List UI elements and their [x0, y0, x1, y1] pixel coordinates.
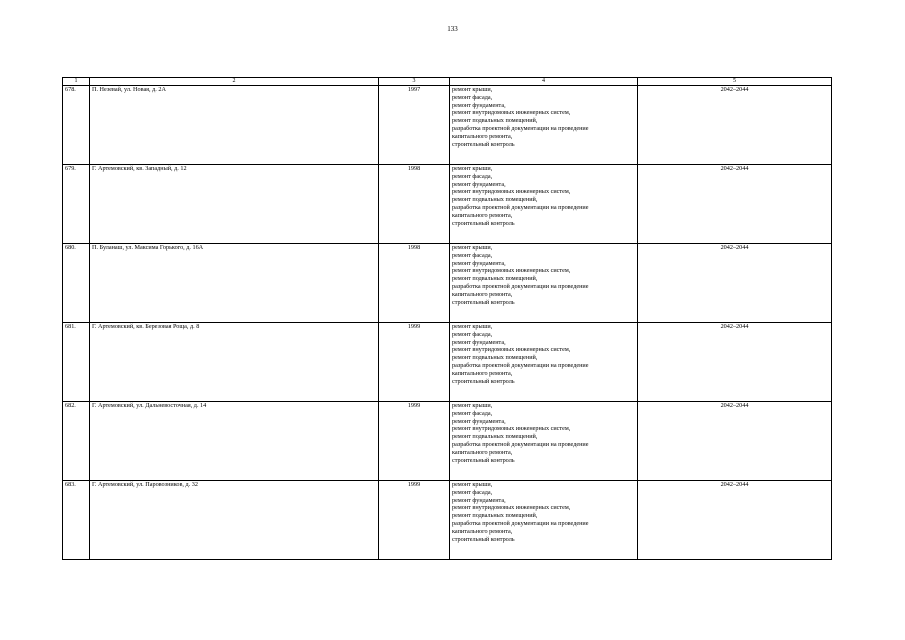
work-item: ремонт подвальных помещений,	[452, 196, 538, 204]
row-number-cell: 683.	[63, 481, 90, 560]
work-item: ремонт подвальных помещений,	[452, 512, 538, 520]
work-item: капитального ремонта,	[452, 211, 513, 219]
year-cell: 1999	[379, 481, 450, 560]
work-item: ремонт крыши,	[452, 86, 493, 93]
work-item: строительный контроль	[452, 535, 515, 543]
work-item: строительный контроль	[452, 140, 515, 148]
work-item: ремонт крыши,	[452, 244, 493, 251]
work-item: ремонт фасада,	[452, 172, 493, 180]
column-header: 1	[63, 78, 90, 86]
work-item: разработка проектной документации на проведение	[452, 124, 589, 132]
work-item: капитального ремонта,	[452, 527, 513, 535]
work-item: ремонт фасада,	[452, 93, 493, 101]
work-item: разработка проектной документации на проведение	[452, 361, 589, 369]
work-item: ремонт внутридомовых инженерных систем,	[452, 504, 571, 512]
work-item: ремонт подвальных помещений,	[452, 117, 538, 125]
work-item: строительный контроль	[452, 377, 515, 385]
work-item: ремонт внутридомовых инженерных систем,	[452, 425, 571, 433]
work-item: ремонт фасада,	[452, 251, 493, 259]
work-item: ремонт фасада,	[452, 330, 493, 338]
work-item: разработка проектной документации на проведение	[452, 519, 589, 527]
work-item: ремонт фундамента,	[452, 101, 506, 109]
work-item: капитального ремонта,	[452, 290, 513, 298]
work-item: ремонт крыши,	[452, 323, 493, 330]
address-cell: Г. Артемовский, ул. Паровозников, д. 32	[90, 481, 379, 560]
work-item: ремонт фундамента,	[452, 496, 506, 504]
table-row	[63, 165, 832, 244]
work-item: разработка проектной документации на проведение	[452, 282, 589, 290]
table-row	[63, 86, 832, 165]
work-item: ремонт фундамента,	[452, 180, 506, 188]
works-cell	[450, 402, 638, 481]
address-cell: Г. Артемовский, ул. Дальневосточная, д. 14	[90, 402, 379, 481]
work-item: ремонт фундамента,	[452, 338, 506, 346]
table-row	[63, 402, 832, 481]
work-item: капитального ремонта,	[452, 369, 513, 377]
column-header: 5	[638, 78, 832, 86]
works-cell	[450, 323, 638, 402]
work-item: ремонт крыши,	[452, 402, 493, 409]
work-item: разработка проектной документации на проведение	[452, 440, 589, 448]
work-item: капитального ремонта,	[452, 132, 513, 140]
work-item: ремонт крыши,	[452, 481, 493, 488]
row-number-cell: 680.	[63, 244, 90, 323]
works-cell	[450, 244, 638, 323]
table-row	[63, 244, 832, 323]
work-item: строительный контроль	[452, 456, 515, 464]
work-item: капитального ремонта,	[452, 448, 513, 456]
row-number-cell: 681.	[63, 323, 90, 402]
work-item: строительный контроль	[452, 298, 515, 306]
table-row	[63, 481, 832, 560]
column-header: 3	[379, 78, 450, 86]
work-item: разработка проектной документации на проведение	[452, 203, 589, 211]
work-item: ремонт подвальных помещений,	[452, 275, 538, 283]
works-cell	[450, 165, 638, 244]
period-cell: 2042–2044	[638, 402, 832, 481]
work-item: ремонт подвальных помещений,	[452, 433, 538, 441]
work-item: ремонт фундамента,	[452, 259, 506, 267]
table-row	[63, 323, 832, 402]
work-item: строительный контроль	[452, 219, 515, 227]
page-number: 133	[447, 25, 458, 33]
column-header: 2	[90, 78, 379, 86]
works-cell	[450, 86, 638, 165]
work-item: ремонт фасада,	[452, 488, 493, 496]
year-cell: 1998	[379, 244, 450, 323]
row-number-cell: 678.	[63, 86, 90, 165]
year-cell: 1998	[379, 165, 450, 244]
period-cell: 2042–2044	[638, 481, 832, 560]
repair-schedule-table	[62, 77, 832, 560]
table-header-row	[63, 78, 832, 86]
period-cell: 2042–2044	[638, 323, 832, 402]
work-item: ремонт внутридомовых инженерных систем,	[452, 346, 571, 354]
work-item: ремонт крыши,	[452, 165, 493, 172]
year-cell: 1999	[379, 402, 450, 481]
work-item: ремонт внутридомовых инженерных систем,	[452, 109, 571, 117]
address-cell: Г. Артемовский, кв. Березовая Роща, д. 8	[90, 323, 379, 402]
year-cell: 1997	[379, 86, 450, 165]
work-item: ремонт подвальных помещений,	[452, 354, 538, 362]
period-cell: 2042–2044	[638, 244, 832, 323]
address-cell: Г. Артемовский, кв. Западный, д. 12	[90, 165, 379, 244]
column-header: 4	[450, 78, 638, 86]
row-number-cell: 682.	[63, 402, 90, 481]
row-number-cell: 679.	[63, 165, 90, 244]
works-cell	[450, 481, 638, 560]
work-item: ремонт фундамента,	[452, 417, 506, 425]
work-item: ремонт внутридомовых инженерных систем,	[452, 188, 571, 196]
period-cell: 2042–2044	[638, 165, 832, 244]
period-cell: 2042–2044	[638, 86, 832, 165]
address-cell: П. Буланаш, ул. Максима Горького, д. 16А	[90, 244, 379, 323]
work-item: ремонт фасада,	[452, 409, 493, 417]
work-item: ремонт внутридомовых инженерных систем,	[452, 267, 571, 275]
year-cell: 1999	[379, 323, 450, 402]
address-cell: П. Незевай, ул. Новая, д. 2А	[90, 86, 379, 165]
